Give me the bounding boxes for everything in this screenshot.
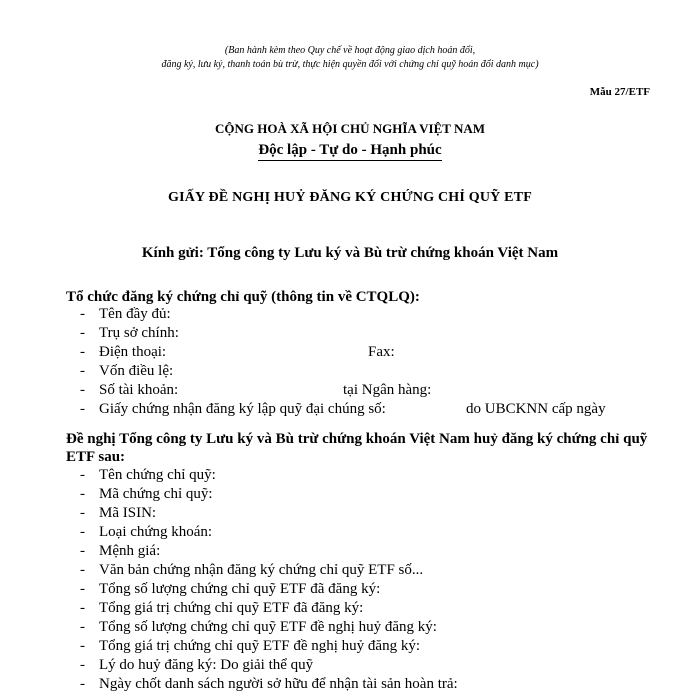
field-total-cancel-value: [66, 637, 666, 656]
recipient-line: Kính gửi: Tổng công ty Lưu ký và Bù trừ chứng khoán Việt Nam: [141, 245, 559, 261]
bullet-dash: -: [80, 382, 85, 398]
field-label: Tổng giá trị chứng chỉ quỹ ETF đã đăng ký:: [99, 600, 364, 616]
field-label: Văn bản chứng nhận đăng ký chứng chỉ quỹ ETF số...: [99, 562, 424, 578]
field-total-registered-value: [66, 599, 666, 618]
field-fund-license: [66, 400, 666, 419]
bullet-dash: -: [80, 401, 85, 417]
regulation-note-line1: (Ban hành kèm theo Quy chế về hoạt động giao dịch hoán đổi,: [224, 45, 476, 56]
bullet-dash: -: [80, 638, 85, 654]
field-label: Mã ISIN:: [99, 505, 157, 521]
bullet-dash: -: [80, 467, 85, 483]
bullet-dash: -: [80, 581, 85, 597]
field-full-name: [66, 305, 666, 324]
section2-list: [66, 466, 666, 694]
bullet-dash: -: [80, 600, 85, 616]
field-label: Mệnh giá:: [99, 543, 161, 559]
bullet-dash: -: [80, 524, 85, 540]
bullet-dash: -: [80, 325, 85, 341]
field-label: Lý do huỷ đăng ký: Do giải thể quỹ: [99, 657, 314, 673]
field-label: Tên đầy đủ:: [99, 306, 171, 322]
field-label: Điện thoại:: [99, 344, 167, 360]
bullet-dash: -: [80, 562, 85, 578]
field-fax-label: Fax:: [368, 344, 395, 360]
bullet-dash: -: [80, 543, 85, 559]
field-bank-label: tại Ngân hàng:: [343, 382, 432, 398]
section1-heading: Tổ chức đăng ký chứng chỉ quỹ (thông tin về CTQLQ):: [66, 289, 420, 305]
field-label: Trụ sở chính:: [99, 325, 179, 341]
field-security-type: [66, 523, 666, 542]
field-total-cancel-qty: [66, 618, 666, 637]
bullet-dash: -: [80, 505, 85, 521]
field-label: Ngày chốt danh sách người sở hữu để nhận tài sản hoàn trả:: [99, 676, 458, 692]
form-code: Mẫu 27/ETF: [589, 86, 650, 98]
field-label: Tổng giá trị chứng chỉ quỹ ETF đề nghị huỷ đăng ký:: [99, 638, 420, 654]
bullet-dash: -: [80, 657, 85, 673]
field-phone: [66, 343, 666, 362]
field-registration-doc: [66, 561, 666, 580]
field-record-date: [66, 675, 666, 694]
field-label: Tổng số lượng chứng chỉ quỹ ETF đề nghị huỷ đăng ký:: [99, 619, 437, 635]
document-title: GIẤY ĐỀ NGHỊ HUỶ ĐĂNG KÝ CHỨNG CHỈ QUỸ ETF: [168, 190, 532, 205]
bullet-dash: -: [80, 486, 85, 502]
motto-wrap: [0, 141, 700, 161]
field-label: Vốn điều lệ:: [99, 363, 174, 379]
field-account-number: [66, 381, 666, 400]
field-label: Loại chứng khoán:: [99, 524, 213, 540]
field-fund-code: [66, 485, 666, 504]
field-par-value: [66, 542, 666, 561]
field-label: Tổng số lượng chứng chỉ quỹ ETF đã đăng ký:: [99, 581, 381, 597]
bullet-dash: -: [80, 363, 85, 379]
field-head-office: [66, 324, 666, 343]
bullet-dash: -: [80, 619, 85, 635]
national-motto: Độc lập - Tự do - Hạnh phúc: [258, 141, 441, 161]
bullet-dash: -: [80, 676, 85, 692]
field-label: Tên chứng chỉ quỹ:: [99, 467, 216, 483]
field-license-suffix: do UBCKNN cấp ngày: [466, 401, 606, 417]
field-isin: [66, 504, 666, 523]
field-label: Mã chứng chỉ quỹ:: [99, 486, 213, 502]
section2-heading: Đề nghị Tổng công ty Lưu ký và Bù trừ chứng khoán Việt Nam huỷ đăng ký chứng chỉ quỹ ETF sau:: [66, 431, 648, 465]
bullet-dash: -: [80, 306, 85, 322]
nation-name: CỘNG HOÀ XÃ HỘI CHỦ NGHĨA VIỆT NAM: [214, 121, 486, 136]
field-charter-capital: [66, 362, 666, 381]
field-cancel-reason: [66, 656, 666, 675]
bullet-dash: -: [80, 344, 85, 360]
section1-list: [66, 305, 666, 419]
field-label: Số tài khoản:: [99, 382, 179, 398]
field-total-registered-qty: [66, 580, 666, 599]
field-label: Giấy chứng nhận đăng ký lập quỹ đại chúng số:: [99, 401, 386, 417]
field-fund-name: [66, 466, 666, 485]
regulation-note-line2: đăng ký, lưu ký, thanh toán bù trừ, thực hiện quyền đối với chứng chỉ quỹ hoán đổi danh mục): [161, 59, 539, 70]
